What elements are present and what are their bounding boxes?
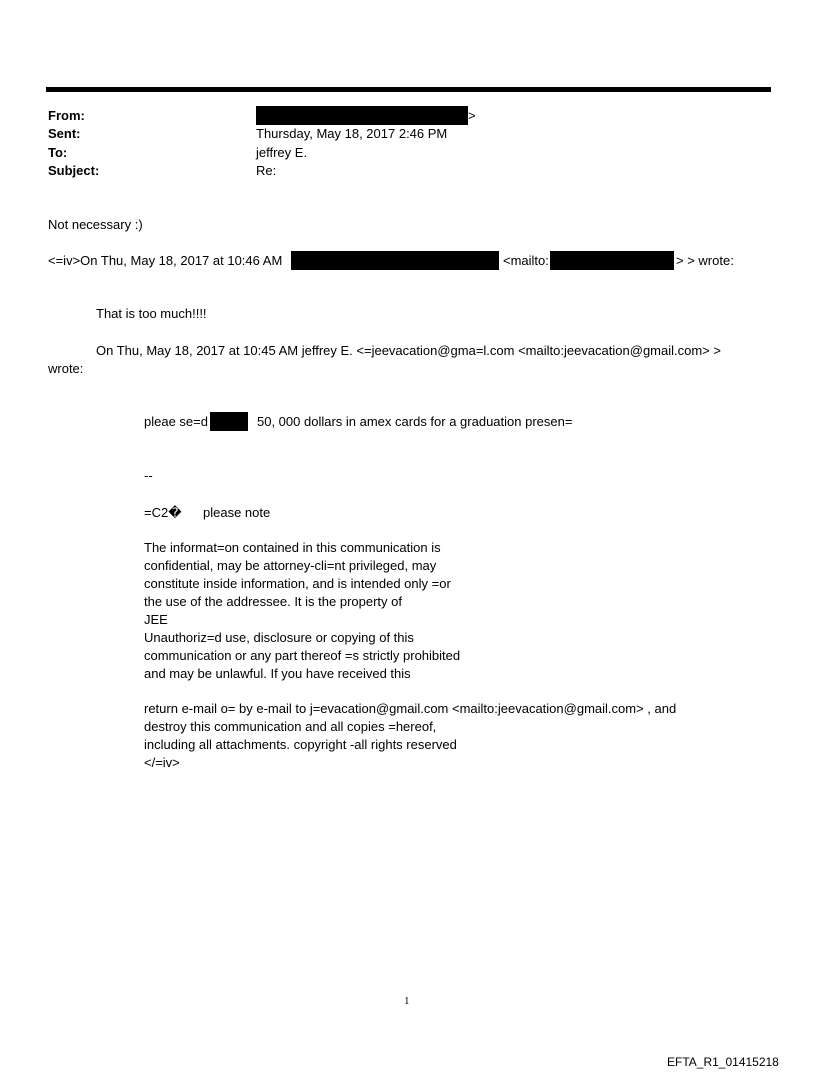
quote2-intro-line1: On Thu, May 18, 2017 at 10:45 AM jeffrey E. <=jeevacation@gma=l.com <mailto:jeevacation@gmail.com> > [96, 343, 721, 358]
from-redaction [256, 106, 468, 125]
sent-label: Sent: [48, 126, 81, 141]
return-line: </=iv> [144, 755, 180, 770]
signature-note: please note [203, 505, 271, 520]
sender-email-redaction [550, 251, 674, 270]
subject-value: Re: [256, 163, 277, 178]
reply-text: Not necessary :) [48, 217, 143, 232]
message-suffix: 50, 000 dollars in amex cards for a graduation presen= [257, 414, 573, 429]
from-label: From: [48, 108, 85, 123]
disclaimer-line: constitute inside information, and is intended only =or [144, 576, 451, 591]
quote-intro-suffix: > > wrote: [676, 253, 734, 268]
recipient-redaction [210, 412, 248, 431]
quote-intro-mailto: <mailto: [503, 253, 549, 268]
disclaimer-line: JEE [144, 612, 168, 627]
subject-label: Subject: [48, 163, 100, 178]
quote2-intro-line2: wrote: [48, 361, 84, 376]
sent-value: Thursday, May 18, 2017 2:46 PM [256, 126, 448, 141]
to-value: jeffrey E. [256, 145, 308, 160]
to-label: To: [48, 145, 68, 160]
quote-reply-text: That is too much!!!! [96, 306, 207, 321]
disclaimer-line: The informat=on contained in this communication is [144, 540, 441, 555]
return-line: return e-mail o= by e-mail to j=evacation@gmail.com <mailto:jeevacation@gmail.com> , and [144, 701, 677, 716]
disclaimer-line: communication or any part thereof =s strictly prohibited [144, 648, 461, 663]
header-rule [46, 87, 771, 92]
message-prefix: pleae se=d [144, 414, 208, 429]
disclaimer-line: and may be unlawful. If you have received this [144, 666, 411, 681]
signature-dashes: -- [144, 468, 153, 483]
sender-name-redaction [291, 251, 499, 270]
page-number: 1 [404, 995, 410, 1007]
signature-c2: =C2� [144, 505, 182, 520]
from-suffix: > [468, 108, 476, 123]
disclaimer-line: the use of the addressee. It is the property of [144, 594, 402, 609]
document-id: EFTA_R1_01415218 [667, 1055, 779, 1069]
return-line: including all attachments. copyright -all rights reserved [144, 737, 457, 752]
disclaimer-line: Unauthoriz=d use, disclosure or copying of this [144, 630, 414, 645]
disclaimer-line: confidential, may be attorney-cli=nt privileged, may [144, 558, 437, 573]
quote-intro-prefix: <=iv>On Thu, May 18, 2017 at 10:46 AM [48, 253, 283, 268]
return-line: destroy this communication and all copies =hereof, [144, 719, 437, 734]
